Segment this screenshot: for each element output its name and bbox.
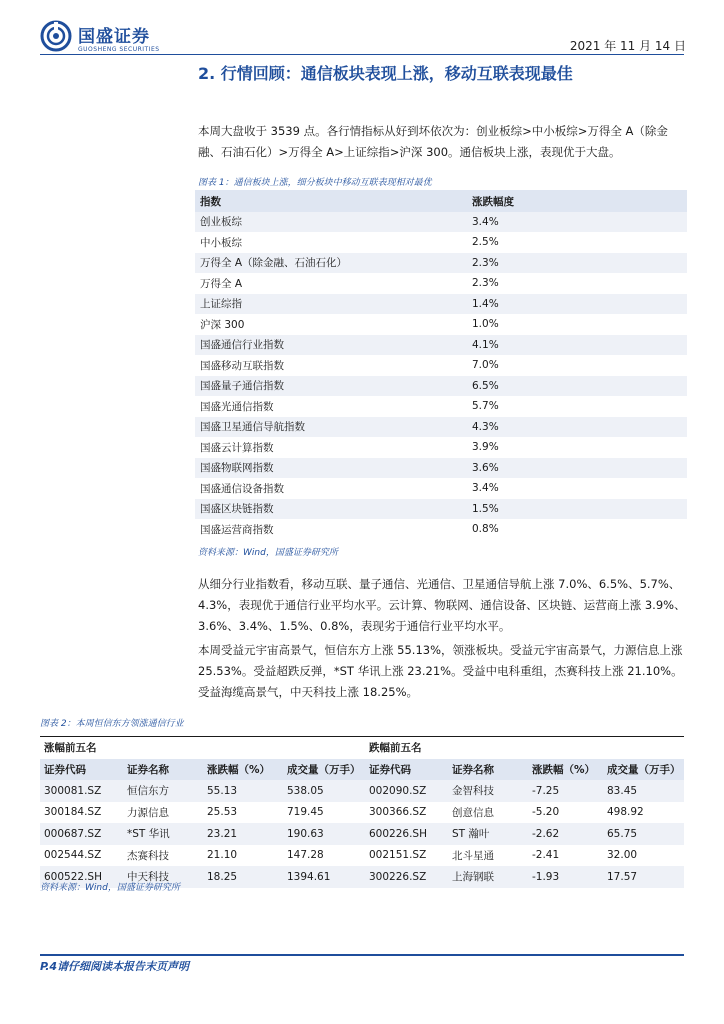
code-cell: 002151.SZ xyxy=(365,845,448,867)
change-cell: 0.8% xyxy=(467,519,687,540)
index-name-cell: 国盛云计算指数 xyxy=(195,437,467,458)
table-row xyxy=(195,417,687,438)
column-header: 涨跌幅（%） xyxy=(203,759,283,781)
code-cell: 300081.SZ xyxy=(40,780,123,802)
change-cell: 4.1% xyxy=(467,335,687,356)
volume-cell: 498.92 xyxy=(603,802,684,824)
table-row xyxy=(195,396,687,417)
table-row xyxy=(40,780,684,802)
section-title: 2. 行情回顾：通信板块表现上涨，移动互联表现最佳 xyxy=(198,64,573,83)
name-cell: 上海钢联 xyxy=(448,866,528,888)
name-cell: 恒信东方 xyxy=(123,780,203,802)
code-cell: 600522.SH xyxy=(40,866,123,888)
table-row xyxy=(195,458,687,479)
change-cell: 1.5% xyxy=(467,499,687,520)
column-header: 成交量（万手） xyxy=(603,759,684,781)
index-name-cell: 国盛区块链指数 xyxy=(195,499,467,520)
column-header: 证券代码 xyxy=(40,759,123,781)
change-cell: -5.20 xyxy=(528,802,603,824)
table-row xyxy=(195,253,687,274)
volume-cell: 83.45 xyxy=(603,780,684,802)
table-row xyxy=(195,273,687,294)
column-header: 证券代码 xyxy=(365,759,448,781)
name-cell: *ST 华讯 xyxy=(123,823,203,845)
change-cell: -1.93 xyxy=(528,866,603,888)
figure2-source: 资料来源：Wind，国盛证券研究所 xyxy=(40,883,180,893)
table-row xyxy=(195,478,687,499)
table-row xyxy=(40,823,684,845)
volume-cell: 17.57 xyxy=(603,866,684,888)
table-row xyxy=(40,802,684,824)
code-cell: 600226.SH xyxy=(365,823,448,845)
index-name-cell: 国盛卫星通信导航指数 xyxy=(195,417,467,438)
table-row xyxy=(195,355,687,376)
name-cell: ST 瀚叶 xyxy=(448,823,528,845)
change-cell: 25.53 xyxy=(203,802,283,824)
brand-name: 国盛证券 xyxy=(78,27,150,47)
table-header-row xyxy=(40,759,684,781)
footer-divider xyxy=(40,954,684,956)
code-cell: 300366.SZ xyxy=(365,802,448,824)
name-cell: 杰赛科技 xyxy=(123,845,203,867)
column-header: 证券名称 xyxy=(448,759,528,781)
table-header-row xyxy=(195,190,687,213)
change-cell: 3.4% xyxy=(467,478,687,499)
change-cell: 6.5% xyxy=(467,376,687,397)
losers-group-label: 跌幅前五名 xyxy=(365,737,684,759)
figure1-source: 资料来源：Wind，国盛证券研究所 xyxy=(198,548,338,558)
change-cell: 5.7% xyxy=(467,396,687,417)
index-performance-table xyxy=(195,189,687,540)
change-cell: 18.25 xyxy=(203,866,283,888)
table-row xyxy=(195,376,687,397)
change-cell: -2.41 xyxy=(528,845,603,867)
name-cell: 中天科技 xyxy=(123,866,203,888)
name-cell: 创意信息 xyxy=(448,802,528,824)
code-cell: 000687.SZ xyxy=(40,823,123,845)
code-cell: 300184.SZ xyxy=(40,802,123,824)
change-cell: 2.3% xyxy=(467,273,687,294)
guosheng-logo-icon xyxy=(40,20,72,52)
table-row xyxy=(195,314,687,335)
table-row xyxy=(195,437,687,458)
volume-cell: 65.75 xyxy=(603,823,684,845)
market-summary-paragraph: 本周大盘收于 3539 点。各行情指标从好到坏依次为：创业板综>中小板综>万得全 A（除金融、石油石化）>万得全 A>上证综指>沪深 300。通信板块上涨，表现优于大盘。 xyxy=(198,124,668,159)
column-header: 涨跌幅（%） xyxy=(528,759,603,781)
change-cell: -7.25 xyxy=(528,780,603,802)
column-header: 涨跌幅度 xyxy=(467,190,687,213)
change-cell: 2.5% xyxy=(467,232,687,253)
column-header: 证券名称 xyxy=(123,759,203,781)
change-cell: 21.10 xyxy=(203,845,283,867)
table-row xyxy=(195,519,687,540)
table-row xyxy=(195,499,687,520)
table-row xyxy=(195,232,687,253)
index-name-cell: 国盛物联网指数 xyxy=(195,458,467,479)
report-date: 2021 年 11 月 14 日 xyxy=(569,39,686,53)
index-name-cell: 中小板综 xyxy=(195,232,467,253)
column-header: 指数 xyxy=(195,190,467,213)
table-row xyxy=(40,845,684,867)
figure2-caption: 图表 2：本周恒信东方领涨通信行业 xyxy=(40,719,184,729)
volume-cell: 538.05 xyxy=(283,780,365,802)
change-cell: -2.62 xyxy=(528,823,603,845)
table-group-row xyxy=(40,737,684,759)
code-cell: 002090.SZ xyxy=(365,780,448,802)
volume-cell: 32.00 xyxy=(603,845,684,867)
change-cell: 1.4% xyxy=(467,294,687,315)
volume-cell: 719.45 xyxy=(283,802,365,824)
change-cell: 3.6% xyxy=(467,458,687,479)
change-cell: 7.0% xyxy=(467,355,687,376)
change-cell: 4.3% xyxy=(467,417,687,438)
table-row xyxy=(195,335,687,356)
top-gainers-paragraph: 本周受益元宇宙高景气，恒信东方上涨 55.13%，领涨板块。受益元宇宙高景气，力源信息上涨 25.53%。受益超跌反弹，*ST 华讯上涨 23.21%。受益中电科重组，杰赛科技上涨 21.10%。受益海缆高景气，中天科技上涨 18.25%。 xyxy=(198,643,683,699)
index-name-cell: 国盛运营商指数 xyxy=(195,519,467,540)
index-name-cell: 创业板综 xyxy=(195,212,467,232)
change-cell: 1.0% xyxy=(467,314,687,335)
volume-cell: 1394.61 xyxy=(283,866,365,888)
index-name-cell: 万得全 A xyxy=(195,273,467,294)
index-name-cell: 沪深 300 xyxy=(195,314,467,335)
index-name-cell: 国盛通信设备指数 xyxy=(195,478,467,499)
change-cell: 3.9% xyxy=(467,437,687,458)
index-name-cell: 上证综指 xyxy=(195,294,467,315)
table-row xyxy=(195,212,687,232)
column-header: 成交量（万手） xyxy=(283,759,365,781)
code-cell: 300226.SZ xyxy=(365,866,448,888)
index-name-cell: 国盛量子通信指数 xyxy=(195,376,467,397)
brand-subtitle: GUOSHENG SECURITIES xyxy=(78,46,160,53)
index-name-cell: 国盛通信行业指数 xyxy=(195,335,467,356)
change-cell: 3.4% xyxy=(467,212,687,232)
top-movers-table xyxy=(40,736,684,888)
change-cell: 55.13 xyxy=(203,780,283,802)
sub-index-paragraph: 从细分行业指数看，移动互联、量子通信、光通信、卫星通信导航上涨 7.0%、6.5%、5.7%、4.3%，表现优于通信行业平均水平。云计算、物联网、通信设备、区块链、运营商上涨 3.9%、3.6%、3.4%、1.5%、0.8%，表现劣于通信行业平均水平。 xyxy=(198,577,686,633)
volume-cell: 147.28 xyxy=(283,845,365,867)
index-name-cell: 国盛光通信指数 xyxy=(195,396,467,417)
index-name-cell: 国盛移动互联指数 xyxy=(195,355,467,376)
volume-cell: 190.63 xyxy=(283,823,365,845)
figure1-caption: 图表 1：通信板块上涨，细分板块中移动互联表现相对最优 xyxy=(198,178,432,188)
page-footer: P.4请仔细阅读本报告末页声明 xyxy=(40,960,190,973)
header-divider xyxy=(40,54,684,55)
change-cell: 2.3% xyxy=(467,253,687,274)
code-cell: 002544.SZ xyxy=(40,845,123,867)
table-row xyxy=(195,294,687,315)
name-cell: 力源信息 xyxy=(123,802,203,824)
change-cell: 23.21 xyxy=(203,823,283,845)
gainers-group-label: 涨幅前五名 xyxy=(40,737,365,759)
name-cell: 金智科技 xyxy=(448,780,528,802)
index-name-cell: 万得全 A（除金融、石油石化） xyxy=(195,253,467,274)
name-cell: 北斗星通 xyxy=(448,845,528,867)
